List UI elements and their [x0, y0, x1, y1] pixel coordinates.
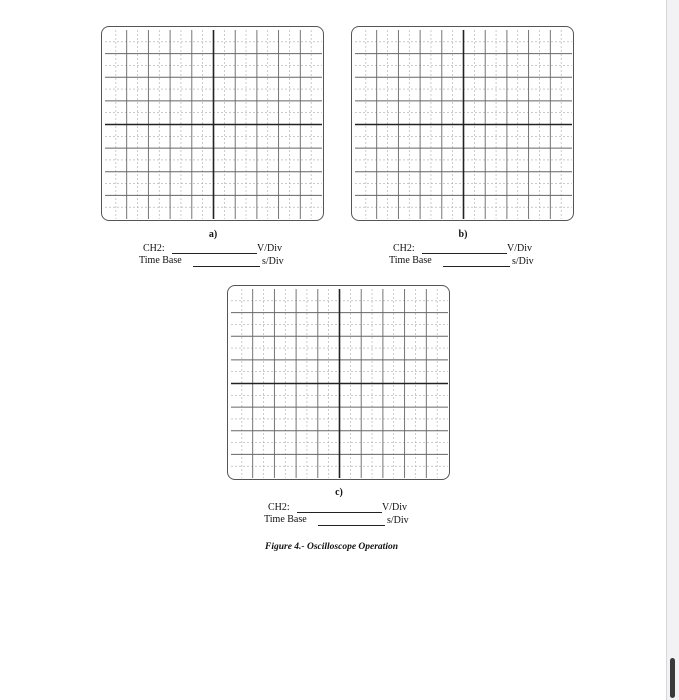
scope-c-sdiv-unit: s/Div	[387, 515, 409, 526]
scope-b-timebase-label: Time Base	[389, 255, 432, 266]
scope-b-sdiv-unit: s/Div	[512, 256, 534, 267]
scope-a-vdiv-unit: V/Div	[257, 243, 282, 254]
scope-b-vdiv-unit: V/Div	[507, 243, 532, 254]
scope-b-ch-label: CH2:	[393, 243, 415, 254]
graticule	[352, 27, 574, 221]
scope-c-vdiv-unit: V/Div	[382, 502, 407, 513]
scope-a-ch-label: CH2:	[143, 243, 165, 254]
scope-a-sdiv-unit: s/Div	[262, 256, 284, 267]
scope-a-caption: a)	[208, 229, 218, 240]
figure-caption: Figure 4.- Oscilloscope Operation	[265, 542, 398, 552]
scope-b-sdiv-blank[interactable]	[443, 266, 510, 267]
scope-c-timebase-label: Time Base	[264, 514, 307, 525]
oscilloscope-grid-c	[227, 285, 450, 480]
graticule	[228, 286, 450, 480]
oscilloscope-grid-b	[351, 26, 574, 221]
scope-a-sdiv-blank[interactable]	[193, 266, 260, 267]
scope-c-ch-label: CH2:	[268, 502, 290, 513]
scope-c-caption: c)	[335, 487, 343, 498]
scope-c-sdiv-blank[interactable]	[318, 525, 385, 526]
scope-c-vdiv-blank[interactable]	[297, 512, 382, 513]
oscilloscope-grid-a	[101, 26, 324, 221]
scope-a-vdiv-blank[interactable]	[172, 253, 257, 254]
scope-b-vdiv-blank[interactable]	[422, 253, 507, 254]
graticule	[102, 27, 324, 221]
scope-b-caption: b)	[458, 229, 468, 240]
scrollbar-thumb[interactable]	[670, 658, 675, 698]
scope-a-timebase-label: Time Base	[139, 255, 182, 266]
cut-off-heading-fragment	[55, 0, 135, 8]
